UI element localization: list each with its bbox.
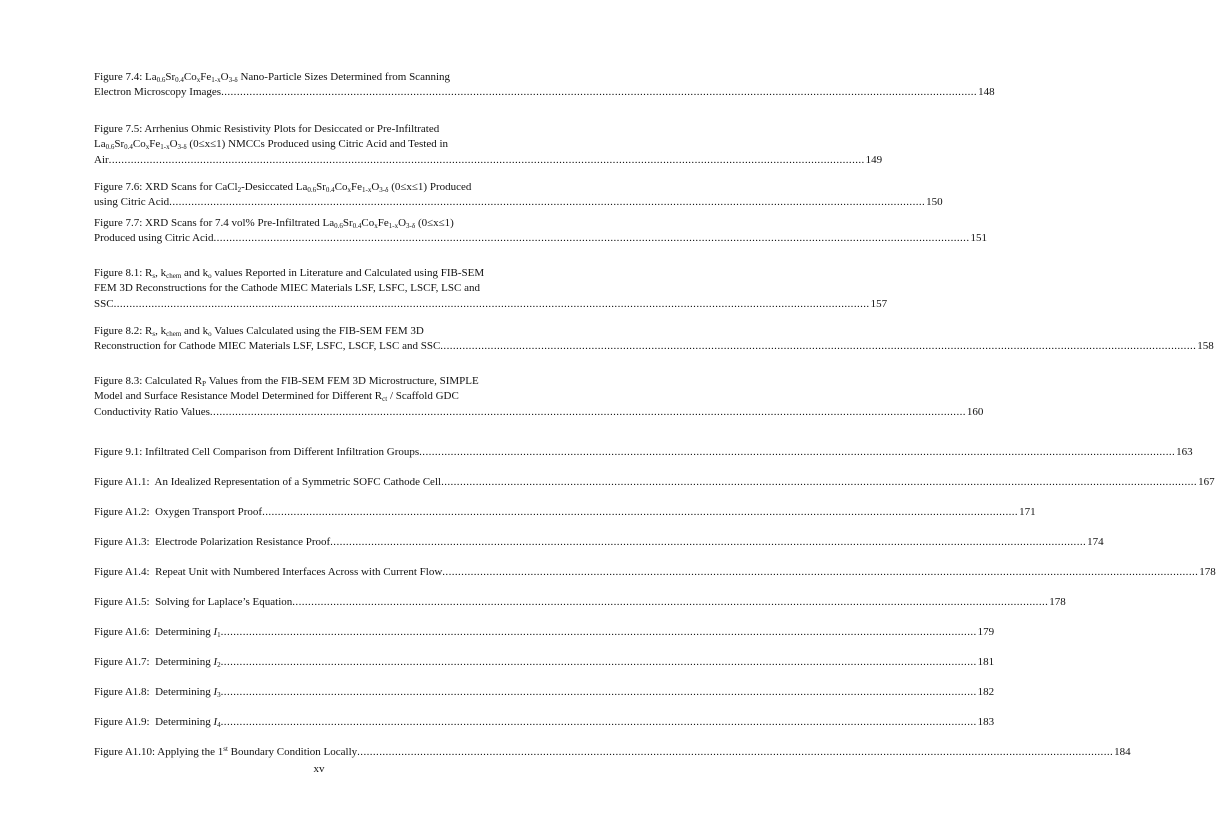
figure-entry (94, 374, 984, 420)
figure-caption-text: Figure A1.3: Electrode Polarization Resistance Proof (94, 536, 331, 548)
toc-leader-line (94, 405, 984, 420)
dot-leader (213, 231, 969, 246)
page-number: xv (313, 763, 325, 775)
figure-page-number: 182 (977, 686, 995, 698)
figure-caption-line: Figure 7.5: Arrhenius Ohmic Resistivity Plots for Desiccated or Pre-Infiltrated (94, 123, 440, 135)
toc-leader-line (94, 685, 995, 700)
dot-leader (210, 405, 966, 420)
dot-leader (292, 595, 1048, 610)
figure-entry (94, 715, 995, 730)
figure-page-number: 178 (1049, 596, 1066, 608)
toc-leader-line (94, 535, 1104, 550)
figure-page-number: 171 (1019, 506, 1036, 518)
dot-leader (221, 85, 977, 100)
toc-leader-line (94, 745, 1131, 760)
figure-caption-text: Figure A1.9: Determining $I_4$ (94, 716, 221, 729)
toc-leader-line (94, 231, 987, 246)
figure-caption-line: Model and Surface Resistance Model Determined for Different $R_{ct}$ / Scaffold GDC (94, 390, 459, 404)
figure-caption-text: Conductivity Ratio Values (94, 405, 210, 418)
toc-leader-line (94, 595, 1066, 610)
toc-leader-line (94, 655, 995, 670)
dot-leader (262, 505, 1018, 520)
figure-entry (94, 595, 1066, 610)
figure-page-number: 151 (970, 232, 987, 245)
figure-page-number: 158 (1197, 340, 1214, 353)
dot-leader (442, 565, 1198, 580)
figure-entry (94, 180, 943, 211)
dot-leader (440, 339, 1196, 354)
dot-leader (330, 535, 1086, 550)
figure-page-number: 167 (1198, 476, 1215, 488)
figure-entry (94, 266, 888, 312)
dot-leader (357, 745, 1113, 760)
dot-leader (441, 475, 1197, 490)
figure-page-number: 163 (1176, 446, 1193, 458)
dot-leader (221, 685, 977, 700)
dot-leader (109, 153, 865, 168)
toc-leader-line (94, 505, 1036, 520)
figure-caption-text: Figure A1.1: An Idealized Representation of a Symmetric SOFC Cathode Cell (94, 476, 442, 488)
toc-leader-line (94, 475, 1215, 490)
figure-entry (94, 745, 1131, 760)
figure-page-number: 160 (966, 405, 984, 418)
toc-leader-line (94, 339, 1214, 354)
figure-page-number: 150 (926, 196, 943, 209)
figure-caption-line: Figure 8.2: $R_s$, $k_{chem}$ and $k_o$ Values Calculated using the FIB-SEM FEM 3D (94, 325, 424, 338)
figure-page-number: 174 (1087, 536, 1104, 548)
figure-page-number: 179 (977, 626, 995, 638)
figure-caption-line: Figure 7.7: XRD Scans for 7.4 vol% Pre-Infiltrated $La_{0.6}Sr_{0.4}Co_xFe_{1-x}O_{3-\delta}$ (0≤x≤1) (94, 217, 454, 230)
figure-entry (94, 216, 987, 247)
figure-caption-text: Produced using Citric Acid (94, 232, 214, 245)
figure-entry (94, 122, 883, 168)
figure-caption-text: Figure A1.2: Oxygen Transport Proof (94, 506, 263, 518)
figure-caption-text: Figure A1.4: Repeat Unit with Numbered Interfaces Across with Current Flow (94, 566, 443, 578)
figure-entry (94, 445, 1193, 460)
figure-caption-text: Figure A1.8: Determining $I_3$ (94, 686, 221, 699)
figure-caption-text: SSC (94, 297, 114, 310)
toc-leader-line (94, 195, 943, 210)
figure-caption-text: Figure A1.10: Applying the 1st Boundary Condition Locally (94, 745, 358, 758)
figure-caption-text: Figure 9.1: Infiltrated Cell Comparison from Different Infiltration Groups (94, 446, 420, 458)
figure-entry (94, 324, 1214, 355)
figure-page-number: 157 (870, 297, 888, 310)
figure-caption-line: Figure 8.1: $R_s$, $k_{chem}$ and $k_o$ values Reported in Literature and Calculated using FIB-SEM (94, 267, 485, 280)
figure-caption-text: Reconstruction for Cathode MIEC Materials LSF, LSFC, LSCF, LSC and SSC (94, 340, 441, 353)
figure-caption-line: Figure 7.6: XRD Scans for CaCl$_2$-Desiccated $La_{0.6}Sr_{0.4}Co_xFe_{1-x}O_{3-\delta}$ (0≤x≤1) Produced (94, 181, 472, 194)
figure-caption-line: Figure 7.4: $La_{0.6}Sr_{0.4}Co_xFe_{1-x}O_{3-\delta}$ Nano-Particle Sizes Determined from Scanning (94, 71, 451, 84)
dot-leader (221, 655, 977, 670)
figure-caption-text: Electron Microscopy Images (94, 86, 222, 99)
figure-page-number: 148 (978, 86, 995, 99)
figure-entry (94, 625, 995, 640)
figure-caption-text: Figure A1.5: Solving for Laplace’s Equation (94, 596, 293, 608)
toc-leader-line (94, 85, 995, 100)
dot-leader (169, 195, 925, 210)
figure-page-number: 183 (977, 716, 995, 728)
figure-entry (94, 685, 995, 700)
figure-caption-text: Air (94, 153, 109, 166)
figure-entry (94, 535, 1104, 550)
figure-entry (94, 565, 1216, 580)
toc-leader-line (94, 715, 995, 730)
dot-leader (221, 715, 977, 730)
figure-caption-line: Figure 8.3: Calculated $R_P$ Values from the FIB-SEM FEM 3D Microstructure, SIMPLE (94, 375, 479, 388)
toc-leader-line (94, 565, 1216, 580)
figure-page-number: 181 (977, 656, 995, 668)
figure-page-number: 184 (1114, 746, 1131, 758)
figure-page-number: 178 (1199, 566, 1216, 578)
figure-caption-line: FEM 3D Reconstructions for the Cathode MIEC Materials LSF, LSFC, LSCF, LSC and (94, 282, 480, 295)
toc-leader-line (94, 297, 888, 312)
figure-entry (94, 655, 995, 670)
toc-leader-line (94, 445, 1193, 460)
figure-entry (94, 505, 1036, 520)
figure-page-number: 149 (865, 153, 883, 166)
dot-leader (419, 445, 1175, 460)
toc-leader-line (94, 625, 995, 640)
toc-leader-line (94, 153, 883, 168)
figure-entry (94, 475, 1215, 490)
figure-caption-text: Figure A1.6: Determining $I_1$ (94, 626, 221, 639)
figure-entry (94, 70, 995, 101)
figure-caption-text: Figure A1.7: Determining $I_2$ (94, 656, 221, 669)
figure-caption-line: $La_{0.6}Sr_{0.4}Co_xFe_{1-x}O_{3-\delta}$ (0≤x≤1) NMCCs Produced using Citric Acid and Tested in (94, 138, 449, 152)
figure-caption-text: using Citric Acid (94, 196, 170, 209)
dot-leader (221, 625, 977, 640)
dot-leader (114, 297, 870, 312)
